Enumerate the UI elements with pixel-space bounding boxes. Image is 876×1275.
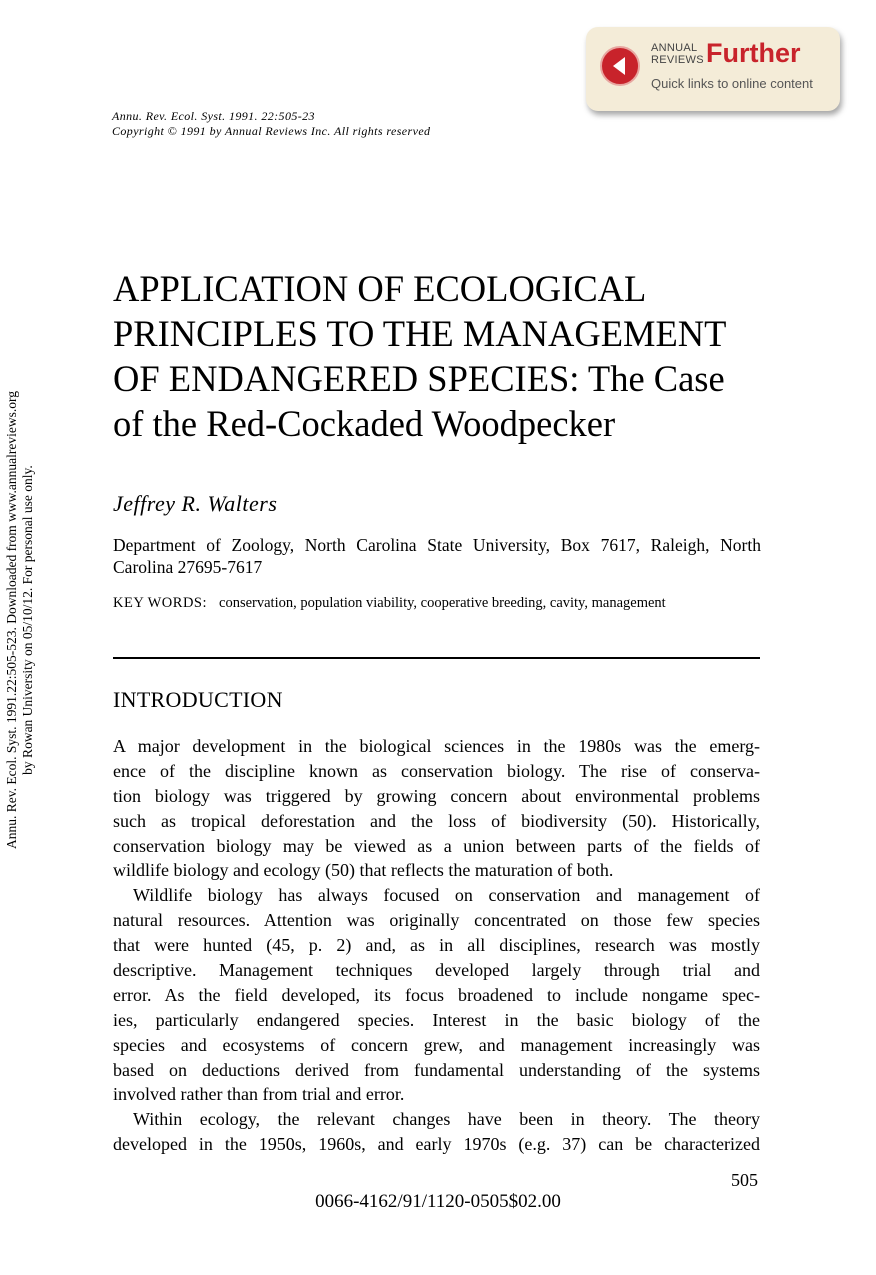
journal-citation: [112, 109, 430, 139]
copyright-line: Copyright © 1991 by Annual Reviews Inc. All rights reserved: [112, 124, 431, 138]
section-heading: INTRODUCTION: [113, 687, 283, 712]
body-line: involved rather than from trial and error.: [113, 1084, 405, 1105]
title-line-3: OF ENDANGERED SPECIES: The Case: [113, 358, 725, 399]
author-name: Jeffrey R. Walters: [113, 491, 278, 516]
key-words: [113, 595, 666, 612]
body-line: Within ecology, the relevant changes have been in theory. The theory: [133, 1109, 760, 1130]
citation-line-1: Annu. Rev. Ecol. Syst. 1991. 22:505-23: [112, 109, 315, 123]
body-line: ies, particularly endangered species. Interest in the basic biology of the: [113, 1009, 760, 1030]
body-line: based on deductions derived from fundamental understanding of the systems: [113, 1059, 760, 1080]
section-divider: [113, 657, 760, 659]
page-number: 505: [731, 1170, 758, 1190]
body-line: such as tropical deforestation and the loss of biodiversity (50). Historically,: [113, 810, 760, 831]
further-badge[interactable]: [586, 27, 840, 111]
author-affiliation: Department of Zoology, North Carolina State University, Box 7617, Raleigh, North Carolina 27695-7617: [113, 535, 761, 577]
title-line-4: of the Red-Cockaded Woodpecker: [113, 403, 616, 444]
download-watermark: [4, 320, 44, 920]
body-line: wildlife biology and ecology (50) that reflects the maturation of both.: [113, 860, 614, 881]
body-line: A major development in the biological sciences in the 1980s was the emerg-: [113, 736, 760, 756]
body-line: ence of the discipline known as conservation biology. The rise of conserva-: [113, 760, 760, 781]
watermark-line-2: by Rowan University on 05/10/12. For personal use only.: [20, 465, 35, 775]
title-line-1: APPLICATION OF ECOLOGICAL: [113, 268, 647, 309]
key-words-label: KEY WORDS:: [113, 595, 208, 611]
further-subtitle: Quick links to online content: [651, 76, 813, 91]
watermark-line-1: Annu. Rev. Ecol. Syst. 1991.22:505-523. Downloaded from www.annualreviews.org: [4, 390, 19, 850]
body-text: [113, 734, 760, 1157]
paper-title: [113, 266, 773, 446]
body-line: Wildlife biology has always focused on conservation and management of: [133, 885, 760, 906]
back-arrow-icon: [600, 46, 640, 86]
body-line: error. As the field developed, its focus broadened to include nongame spec-: [113, 984, 760, 1005]
title-line-2: PRINCIPLES TO THE MANAGEMENT: [113, 313, 727, 354]
further-label: Further: [706, 38, 801, 68]
body-line: tion biology was triggered by growing concern about environmental problems: [113, 785, 760, 806]
key-words-terms: conservation, population viability, cooperative breeding, cavity, management: [219, 595, 666, 611]
body-line: natural resources. Attention was originally concentrated on those few species: [113, 910, 760, 931]
body-line: conservation biology may be viewed as a union between parts of the fields of: [113, 835, 760, 856]
body-line: species and ecosystems of concern grew, and management increasingly was: [113, 1034, 760, 1055]
body-line: that were hunted (45, p. 2) and, as in all disciplines, research was mostly: [113, 935, 760, 956]
body-line: developed in the 1950s, 1960s, and early 1970s (e.g. 37) can be characterized: [113, 1134, 760, 1155]
body-line: descriptive. Management techniques developed largely through trial and: [113, 960, 760, 981]
annual-reviews-logo-text: ANNUAL REVIEWS: [651, 42, 704, 66]
article-code: 0066-4162/91/1120-0505$02.00: [315, 1191, 561, 1212]
